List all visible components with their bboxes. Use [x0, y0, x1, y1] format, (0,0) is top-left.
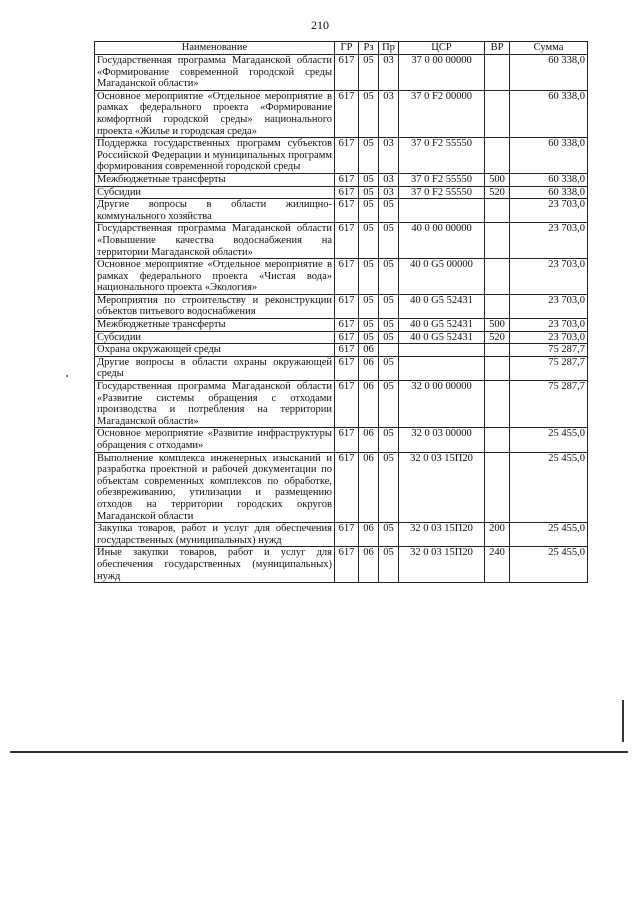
bottom-rule	[10, 751, 628, 753]
row-csr: 37 0 F2 55550	[399, 173, 485, 186]
table-row	[95, 259, 588, 295]
table-row	[95, 55, 588, 91]
row-rz: 05	[359, 186, 379, 199]
row-gr: 617	[335, 223, 359, 259]
row-vr	[485, 55, 510, 91]
row-sum: 23 703,0	[510, 294, 588, 318]
table-row	[95, 90, 588, 137]
row-vr: 520	[485, 331, 510, 344]
row-csr: 40 0 G5 52431	[399, 294, 485, 318]
row-pr: 05	[379, 319, 399, 332]
row-vr	[485, 344, 510, 357]
row-pr: 03	[379, 173, 399, 186]
row-vr	[485, 381, 510, 428]
row-gr: 617	[335, 138, 359, 174]
row-csr	[399, 344, 485, 357]
header-pr: Пр	[379, 42, 399, 55]
row-name: Основное мероприятие «Развитие инфраструктуры обращения с отходами»	[95, 428, 335, 452]
row-vr: 500	[485, 173, 510, 186]
row-name: Государственная программа Магаданской области «Развитие системы обращения с отходами производства и потребления на территории Магаданской области»	[95, 381, 335, 428]
row-gr: 617	[335, 319, 359, 332]
row-rz: 06	[359, 523, 379, 547]
row-sum: 25 455,0	[510, 547, 588, 583]
row-sum: 23 703,0	[510, 331, 588, 344]
row-name: Выполнение комплекса инженерных изысканий и разработка проектной и рабочей документации по объектам современных комплексов по обработке, обезвреживанию, утилизации и размещению отходов на территории городских округов Магаданской области	[95, 452, 335, 523]
row-rz: 05	[359, 331, 379, 344]
table-row	[95, 452, 588, 523]
row-pr: 03	[379, 90, 399, 137]
table-row	[95, 356, 588, 380]
row-vr	[485, 452, 510, 523]
row-name: Иные закупки товаров, работ и услуг для обеспечения государственных (муниципальных) нужд	[95, 547, 335, 583]
row-csr: 40 0 00 00000	[399, 223, 485, 259]
row-sum: 25 455,0	[510, 523, 588, 547]
row-pr: 05	[379, 294, 399, 318]
row-gr: 617	[335, 428, 359, 452]
row-name: Поддержка государственных программ субъектов Российской Федерации и муниципальных программ формирования современной городской среды	[95, 138, 335, 174]
row-rz: 06	[359, 381, 379, 428]
row-pr: 05	[379, 452, 399, 523]
row-name: Мероприятия по строительству и реконструкции объектов питьевого водоснабжения	[95, 294, 335, 318]
row-vr: 240	[485, 547, 510, 583]
row-name: Основное мероприятие «Отдельное мероприятие в рамках федерального проекта «Формирование комфортной городской среды» национального проекта «Жилье и городская среда»	[95, 90, 335, 137]
table-body	[95, 55, 588, 583]
row-rz: 06	[359, 344, 379, 357]
row-csr: 32 0 03 00000	[399, 428, 485, 452]
row-vr: 520	[485, 186, 510, 199]
row-csr	[399, 356, 485, 380]
row-csr: 37 0 F2 00000	[399, 90, 485, 137]
table-row	[95, 547, 588, 583]
row-sum: 75 287,7	[510, 381, 588, 428]
row-rz: 05	[359, 199, 379, 223]
row-csr: 32 0 03 15П20	[399, 547, 485, 583]
table-row	[95, 331, 588, 344]
row-pr: 05	[379, 381, 399, 428]
row-rz: 05	[359, 223, 379, 259]
row-pr: 05	[379, 428, 399, 452]
row-rz: 05	[359, 259, 379, 295]
row-sum: 75 287,7	[510, 344, 588, 357]
row-gr: 617	[335, 452, 359, 523]
row-rz: 05	[359, 173, 379, 186]
row-vr	[485, 90, 510, 137]
row-csr: 37 0 F2 55550	[399, 138, 485, 174]
table-row	[95, 294, 588, 318]
table-row	[95, 199, 588, 223]
row-sum: 23 703,0	[510, 319, 588, 332]
row-sum: 75 287,7	[510, 356, 588, 380]
row-pr: 03	[379, 55, 399, 91]
row-name: Другие вопросы в области жилищно-коммунального хозяйства	[95, 199, 335, 223]
header-vr: ВР	[485, 42, 510, 55]
row-csr: 40 0 G5 52431	[399, 319, 485, 332]
row-sum: 60 338,0	[510, 186, 588, 199]
row-rz: 06	[359, 356, 379, 380]
header-sum: Сумма	[510, 42, 588, 55]
row-gr: 617	[335, 381, 359, 428]
row-pr: 03	[379, 186, 399, 199]
row-name: Государственная программа Магаданской области «Формирование современной городской среды Магаданской области»	[95, 55, 335, 91]
row-name: Государственная программа Магаданской области «Повышение качества водоснабжения на территории Магаданской области»	[95, 223, 335, 259]
table-row	[95, 381, 588, 428]
header-rz: Рз	[359, 42, 379, 55]
row-sum: 60 338,0	[510, 138, 588, 174]
row-vr: 500	[485, 319, 510, 332]
row-gr: 617	[335, 344, 359, 357]
row-sum: 60 338,0	[510, 55, 588, 91]
table-row	[95, 344, 588, 357]
row-name: Основное мероприятие «Отдельное мероприятие в рамках федерального проекта «Чистая вода» национального проекта «Экология»	[95, 259, 335, 295]
budget-table	[94, 41, 588, 583]
row-sum: 60 338,0	[510, 90, 588, 137]
table-row	[95, 319, 588, 332]
row-rz: 05	[359, 319, 379, 332]
table-row	[95, 173, 588, 186]
row-csr: 32 0 03 15П20	[399, 452, 485, 523]
row-vr	[485, 356, 510, 380]
row-vr	[485, 199, 510, 223]
row-name: Субсидии	[95, 331, 335, 344]
header-gr: ГР	[335, 42, 359, 55]
row-name: Другие вопросы в области охраны окружающей среды	[95, 356, 335, 380]
row-name: Межбюджетные трансферты	[95, 173, 335, 186]
row-sum: 23 703,0	[510, 223, 588, 259]
row-vr	[485, 259, 510, 295]
row-gr: 617	[335, 186, 359, 199]
row-sum: 25 455,0	[510, 428, 588, 452]
row-rz: 05	[359, 55, 379, 91]
row-gr: 617	[335, 294, 359, 318]
row-gr: 617	[335, 173, 359, 186]
row-csr: 37 0 00 00000	[399, 55, 485, 91]
row-pr: 05	[379, 259, 399, 295]
row-rz: 05	[359, 90, 379, 137]
row-name: Субсидии	[95, 186, 335, 199]
row-gr: 617	[335, 259, 359, 295]
row-pr: 05	[379, 199, 399, 223]
row-pr: 05	[379, 331, 399, 344]
row-csr: 40 0 G5 00000	[399, 259, 485, 295]
table-header-row	[95, 42, 588, 55]
row-pr	[379, 344, 399, 357]
table-row	[95, 223, 588, 259]
row-csr	[399, 199, 485, 223]
row-pr: 05	[379, 523, 399, 547]
row-name: Закупка товаров, работ и услуг для обеспечения государственных (муниципальных) нужд	[95, 523, 335, 547]
row-rz: 06	[359, 547, 379, 583]
table-row	[95, 138, 588, 174]
row-csr: 32 0 00 00000	[399, 381, 485, 428]
row-sum: 25 455,0	[510, 452, 588, 523]
row-gr: 617	[335, 523, 359, 547]
row-rz: 05	[359, 138, 379, 174]
row-gr: 617	[335, 90, 359, 137]
row-pr: 03	[379, 138, 399, 174]
row-sum: 23 703,0	[510, 259, 588, 295]
page-number: 210	[311, 18, 329, 32]
row-sum: 60 338,0	[510, 173, 588, 186]
header-name: Наименование	[95, 42, 335, 55]
row-vr: 200	[485, 523, 510, 547]
row-vr	[485, 223, 510, 259]
margin-dot	[66, 375, 68, 377]
row-rz: 05	[359, 294, 379, 318]
row-gr: 617	[335, 331, 359, 344]
table-row	[95, 428, 588, 452]
row-gr: 617	[335, 55, 359, 91]
row-rz: 06	[359, 452, 379, 523]
row-csr: 40 0 G5 52431	[399, 331, 485, 344]
margin-mark	[622, 700, 624, 742]
row-gr: 617	[335, 356, 359, 380]
row-gr: 617	[335, 199, 359, 223]
row-vr	[485, 138, 510, 174]
row-vr	[485, 294, 510, 318]
row-pr: 05	[379, 223, 399, 259]
row-name: Межбюджетные трансферты	[95, 319, 335, 332]
row-rz: 06	[359, 428, 379, 452]
row-vr	[485, 428, 510, 452]
header-csr: ЦСР	[399, 42, 485, 55]
row-gr: 617	[335, 547, 359, 583]
row-csr: 32 0 03 15П20	[399, 523, 485, 547]
row-pr: 05	[379, 356, 399, 380]
row-csr: 37 0 F2 55550	[399, 186, 485, 199]
table-row	[95, 523, 588, 547]
row-pr: 05	[379, 547, 399, 583]
row-sum: 23 703,0	[510, 199, 588, 223]
row-name: Охрана окружающей среды	[95, 344, 335, 357]
table-row	[95, 186, 588, 199]
